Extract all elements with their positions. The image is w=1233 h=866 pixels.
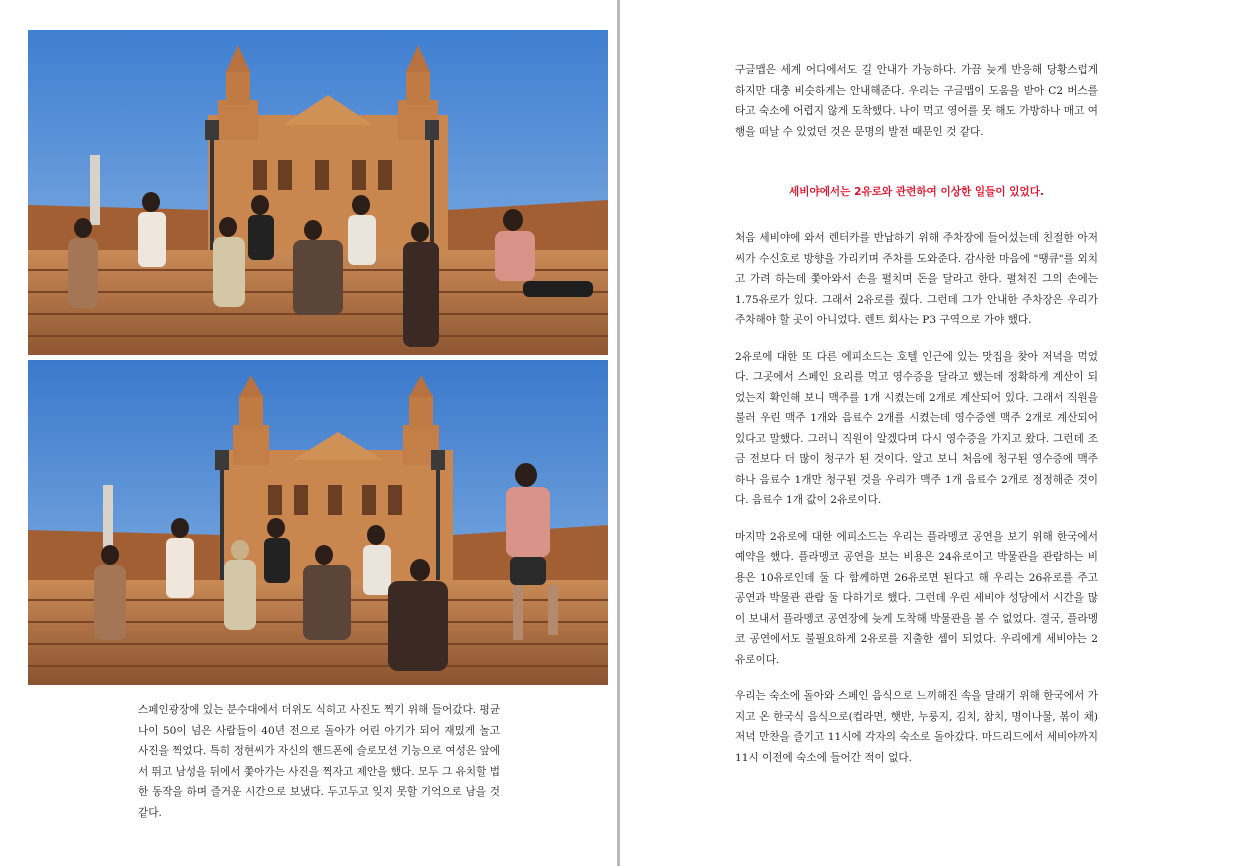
paragraph-2: 처음 세비야에 와서 렌터카를 반납하기 위해 주차장에 들어섰는데 친절한 아저씨가 수신호로 방향을 가리키며 주차를 도와준다. 감사한 마음에 "땡큐"를 외치고 가려 하는데 쫓아와서 손을 펼치며 돈을 달라고 한다. 펼쳐진 그의 손에는 1.75유로가 있다. 그래서 2유로를 줬다. 그런데 그가 안내한 주차장은 우리가 주차해야 할 곳이 아니었다. 렌트 회사는 P3 구역으로 가야 했다. (735, 232, 1098, 326)
photo-caption (138, 700, 500, 823)
paragraph-4: 마지막 2유로에 대한 에피소드는 우리는 플라멩코 공연을 보기 위해 한국에서 예약을 했다. 플라멩코 공연을 보는 비용은 24유로이고 박물관을 관람하는 비용은 10유로인데 둘 다 함께하면 26유로면 된다고 해 우리는 26유로를 주고 공연과 박물관 관람 둘 다하기로 했다. 그런데 우린 세비야 성당에서 시간을 많이 보내서 플라멩코 공연장에 늦게 도착해 박물관을 볼 수 없었다. 결국, 플라멩코 공연에서도 불필요하게 2유로를 지출한 셈이 되었다. 우리에게 세비야는 2유로이다. (735, 530, 1098, 666)
paragraph-google-maps (735, 60, 1098, 158)
section-heading: 세비야에서는 2유로와 관련하여 이상한 일들이 있었다. (789, 186, 1044, 198)
episodes-body (735, 228, 1098, 784)
paragraph-3: 2유로에 대한 또 다른 에피소드는 호텔 인근에 있는 맛집을 찾아 저녁을 먹었다. 그곳에서 스페인 요리를 먹고 영수증을 달라고 했는데 정확하게 계산이 되었는지 확인해 보니 맥주를 1개 시켰는데 2개로 계산되어 있다. 그래서 직원을 불러 우린 맥주 1개와 음료수 2개를 시켰는데 영수증엔 맥주 2개로 계산되어 있다고 말했다. 그러니 직원이 알겠다며 다시 영수증을 가지고 왔다. 그런데 조금 전보다 더 많이 청구가 된 것이다. 알고 보니 처음에 청구된 영수증에 맥주 하나 음료수 1개만 청구된 것을 우리가 맥주 1개 음료수 2개로 정정해준 것이다. 음료수 1개 값이 2유로이다. (735, 350, 1098, 506)
paragraph-1: 구글맵은 세계 어디에서도 길 안내가 가능하다. 가끔 늦게 반응해 당황스럽게 하지만 대충 비슷하게는 안내해준다. 우리는 구글맵이 도움을 받아 C2 버스를 타고 숙소에 어렵지 않게 도착했다. 나이 먹고 영어를 못 해도 가방하나 매고 여행을 떠날 수 있었던 것은 문명의 발전 때문인 것 같다. (735, 64, 1098, 138)
group-photo-1 (28, 30, 608, 355)
right-page (620, 0, 1233, 866)
paragraph-5: 우리는 숙소에 돌아와 스페인 음식으로 느끼해진 속을 달래기 위해 한국에서 가지고 온 한국식 음식으로(컵라면, 햇반, 누룽지, 김치, 참치, 명이나물, 볶이 채) 저녁 만찬을 즐기고 11시에 각자의 숙소로 돌아갔다. 마드리드에서 세비야까지 11시 이전에 숙소에 들어간 적이 없다. (735, 690, 1098, 764)
caption-text: 스페인광장에 있는 분수대에서 더위도 식히고 사진도 찍기 위해 들어갔다. 평균나이 50이 넘은 사람들이 40년 전으로 돌아가 어린 아기가 되어 재밌게 놀고 사진을 찍었다. 특히 정현씨가 자신의 핸드폰에 슬로모션 기능으로 여성은 앞에서 뛰고 남성을 뒤에서 쫓아가는 사진을 찍자고 제안을 했다. 모두 그 유치할 법한 동작을 하며 즐거운 시간으로 보냈다. 두고두고 잊지 못할 기억으로 남을 것 같다. (138, 704, 500, 819)
group-photo-2 (28, 360, 608, 685)
